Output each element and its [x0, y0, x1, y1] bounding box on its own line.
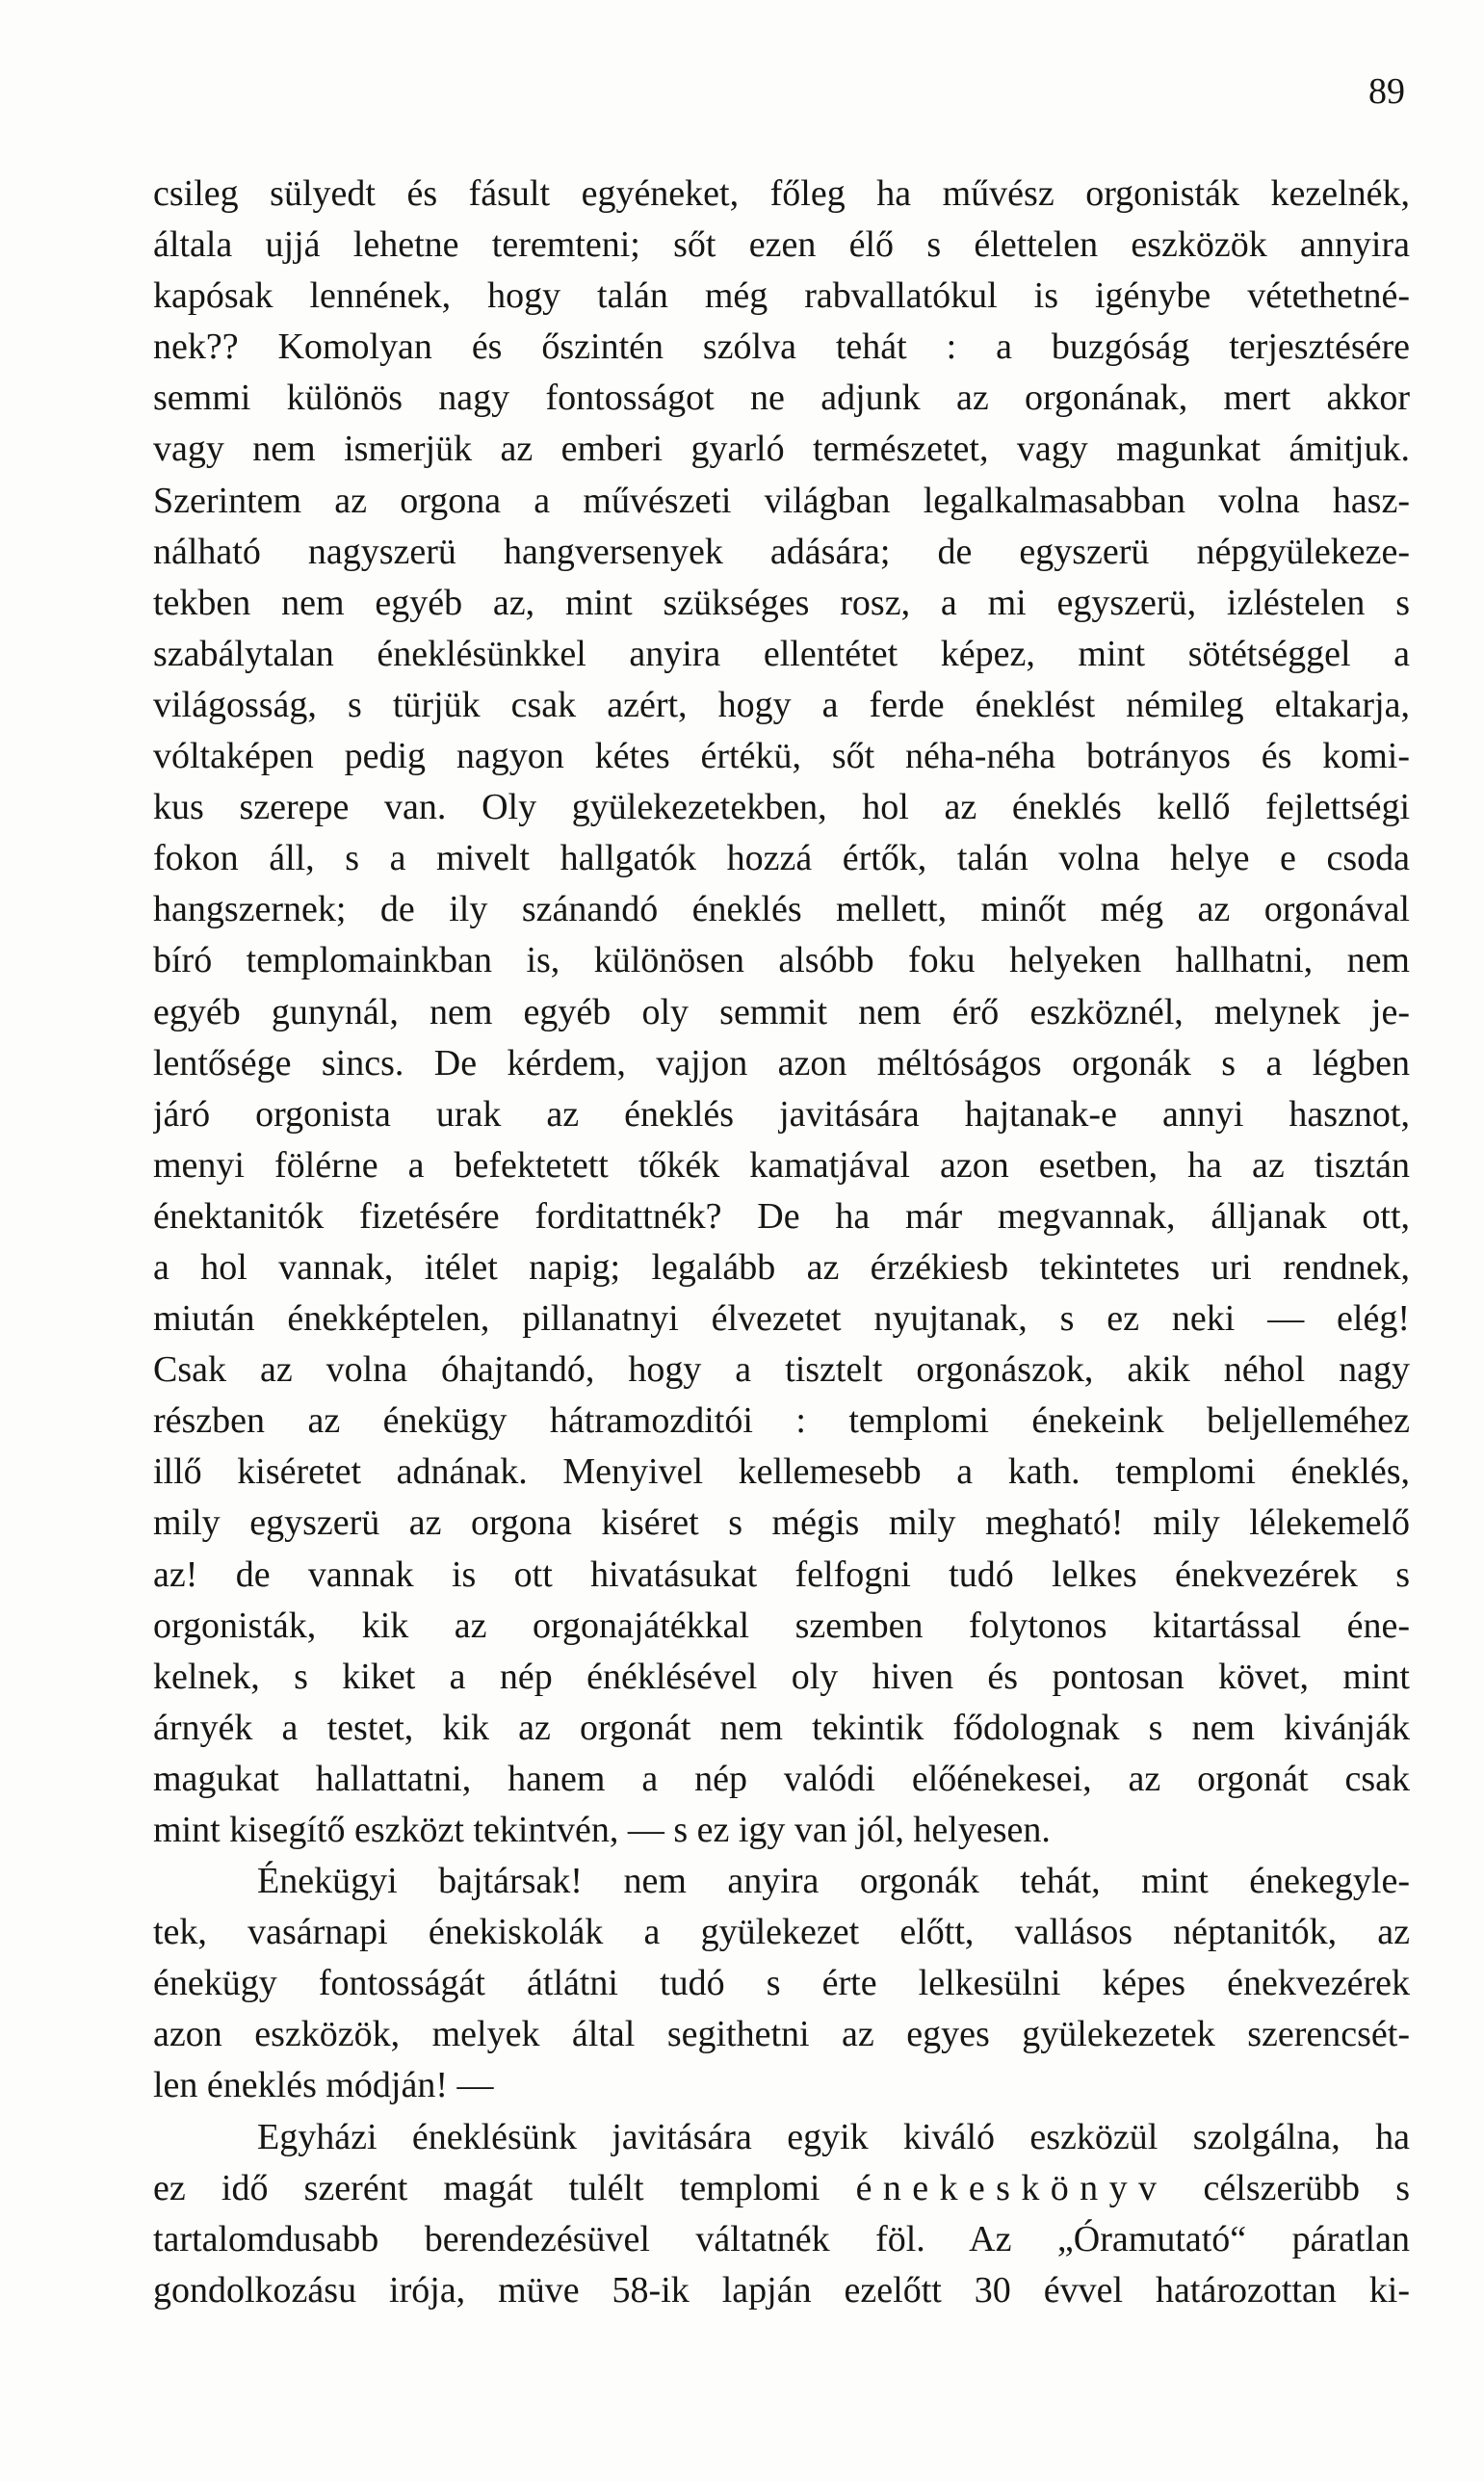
- text-line: fokon áll, s a mivelt hallgatók hozzá értők, talán volna helye e csoda: [153, 838, 1410, 879]
- text-line: részben az énekügy hátramozditói : templomi énekeink beljelleméhez: [153, 1400, 1410, 1442]
- text-line: énekügy fontosságát átlátni tudó s érte lelkesülni képes énekvezérek: [153, 1963, 1410, 2004]
- text-line: csileg sülyedt és fásult egyéneket, főleg ha művész orgonisták kezelnék,: [153, 173, 1410, 214]
- text-line: Csak az volna óhajtandó, hogy a tisztelt orgonászok, akik néhol nagy: [153, 1349, 1410, 1391]
- text-line: általa ujjá lehetne teremteni; sőt ezen élő s élettelen eszközök annyira: [153, 224, 1410, 266]
- text-line: illő kiséretet adnának. Menyivel kellemesebb a kath. templomi éneklés,: [153, 1451, 1410, 1493]
- text-line: világosság, s türjük csak azért, hogy a ferde éneklést némileg eltakarja,: [153, 684, 1410, 725]
- page-number: 89: [1368, 71, 1405, 112]
- text-line: Szerintem az orgona a művészeti világban legalkalmasabban volna hasz-: [153, 480, 1410, 521]
- text-line: [153, 2163, 1410, 2214]
- text-line: kapósak lennének, hogy talán még rabvallatókul is igénybe vétethetné-: [153, 275, 1410, 317]
- text-line: kus szerepe van. Oly gyülekezetekben, hol az éneklés kellő fejlettségi: [153, 787, 1410, 828]
- body-text: [153, 169, 1410, 2316]
- text-line: járó orgonista urak az éneklés javitására hajtanak-e annyi hasznot,: [153, 1093, 1410, 1135]
- text-line: árnyék a testet, kik az orgonát nem tekintik fődolognak s nem kivánják: [153, 1707, 1410, 1748]
- text-line: tekben nem egyéb az, mint szükséges rosz, a mi egyszerü, izléstelen s: [153, 582, 1410, 623]
- text-line: tartalomdusabb berendezésüvel váltatnék föl. Az „Óramutató“ páratlan: [153, 2218, 1410, 2259]
- text-line: Egyházi éneklésünk javitására egyik kiváló eszközül szolgálna, ha: [257, 2116, 1410, 2157]
- text-line: miután énekképtelen, pillanatnyi élvezetet nyujtanak, s ez neki — elég!: [153, 1298, 1410, 1340]
- text-line: vagy nem ismerjük az emberi gyarló természetet, vagy magunkat ámitjuk.: [153, 429, 1410, 470]
- text-line: azon eszközök, melyek által segithetni az egyes gyülekezetek szerencsét-: [153, 2014, 1410, 2055]
- text-line: gondolkozásu irója, müve 58-ik lapján ezelőtt 30 évvel határozottan ki-: [153, 2269, 1410, 2311]
- text-line: egyéb gunynál, nem egyéb oly semmit nem érő eszköznél, melynek je-: [153, 991, 1410, 1032]
- text-segment: ez idő szerént magát tulélt templomi: [153, 2167, 856, 2208]
- text-line: nálható nagyszerü hangversenyek adására; de egyszerü népgyülekeze-: [153, 531, 1410, 572]
- text-line: orgonisták, kik az orgonajátékkal szemben folytonos kitartással éne-: [153, 1605, 1410, 1646]
- text-line: Énekügyi bajtársak! nem anyira orgonák tehát, mint énekegyle-: [257, 1861, 1410, 1902]
- text-line: tek, vasárnapi énekiskolák a gyülekezet előtt, vallásos néptanitók, az: [153, 1912, 1410, 1953]
- text-line: hangszernek; de ily szánandó éneklés mellett, minőt még az orgonával: [153, 889, 1410, 930]
- text-line: szabálytalan éneklésünkkel anyira ellentétet képez, mint sötétséggel a: [153, 633, 1410, 674]
- text-line: mint kisegítő eszközt tekintvén, — s ez igy van jól, helyesen.: [153, 1810, 1051, 1850]
- text-line: lentősége sincs. De kérdem, vajjon azon méltóságos orgonák s a légben: [153, 1042, 1410, 1084]
- text-line: kelnek, s kiket a nép énéklésével oly hiven és pontosan követ, mint: [153, 1656, 1410, 1697]
- emphasized-word: énekeskönyv: [855, 2167, 1168, 2208]
- text-line: énektanitók fizetésére forditattnék? De ha már megvannak, álljanak ott,: [153, 1195, 1410, 1237]
- text-line: a hol vannak, itélet napig; legalább az érzékiesb tekintetes uri rendnek,: [153, 1246, 1410, 1288]
- text-line: bíró templomainkban is, különösen alsóbb foku helyeken hallhatni, nem: [153, 940, 1410, 981]
- paragraph-organ-critique: [153, 169, 1410, 1856]
- text-line: az! de vannak is ott hivatásukat felfogni tudó lelkes énekvezérek s: [153, 1554, 1410, 1595]
- text-line: nek?? Komolyan és őszintén szólva tehát : a buzgóság terjesztésére: [153, 326, 1410, 368]
- text-line: mily egyszerü az orgona kiséret s mégis mily megható! mily lélekemelő: [153, 1502, 1410, 1544]
- text-line: vóltaképen pedig nagyon kétes értékü, sőt néha-néha botrányos és komi-: [153, 736, 1410, 777]
- paragraph-singing-comrades: [153, 1856, 1410, 2111]
- text-line: menyi fölérne a befektetett tőkék kamatjával azon esetben, ha az tisztán: [153, 1144, 1410, 1186]
- paragraph-hymnbook: [153, 2112, 1410, 2316]
- text-line: magukat hallattatni, hanem a nép valódi előénekesei, az orgonát csak: [153, 1758, 1410, 1799]
- text-segment: célszerübb s: [1167, 2167, 1410, 2208]
- text-line: semmi különös nagy fontosságot ne adjunk az orgonának, mert akkor: [153, 378, 1410, 419]
- text-line: len éneklés módján! —: [153, 2065, 494, 2106]
